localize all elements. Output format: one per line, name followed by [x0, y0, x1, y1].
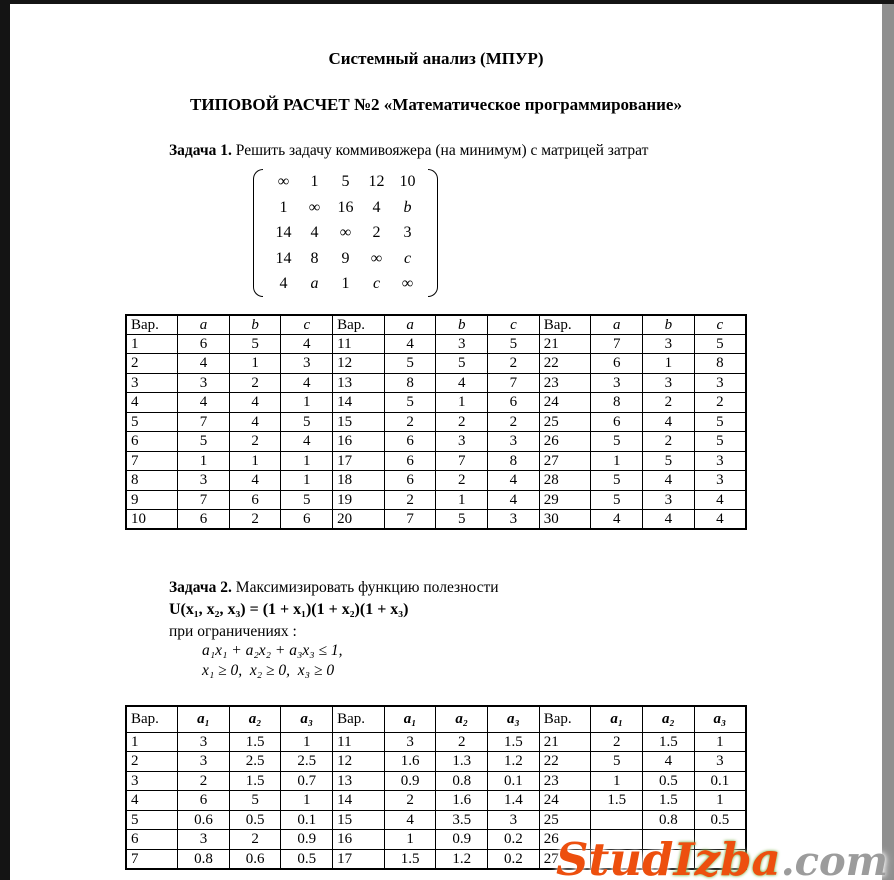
variants-row	[126, 334, 746, 354]
value-cell: 0.5	[229, 810, 281, 830]
variants-row	[126, 752, 746, 772]
variant-number-cell: 21	[539, 334, 591, 354]
variant-number-cell: 2	[126, 752, 178, 772]
matrix-cell: 16	[337, 198, 354, 216]
variant-number-cell: 18	[333, 471, 385, 491]
value-cell: 2	[384, 791, 436, 811]
variant-number-cell: 4	[126, 791, 178, 811]
value-cell: 7	[178, 490, 230, 510]
variant-number-cell: 1	[126, 334, 178, 354]
value-cell: 6	[178, 334, 230, 354]
matrix-values	[268, 169, 423, 297]
value-cell: 2	[436, 732, 488, 752]
variant-number-cell: 16	[333, 830, 385, 850]
value-cell: 6	[488, 393, 540, 413]
variant-number-cell: 22	[539, 354, 591, 374]
value-cell: 0.7	[281, 771, 333, 791]
value-cell: 0.6	[178, 810, 230, 830]
value-cell: 1.5	[591, 791, 643, 811]
value-cell: 4	[229, 412, 281, 432]
value-cell: 3	[178, 373, 230, 393]
value-cell: 5	[229, 791, 281, 811]
variant-number-cell: 10	[126, 510, 178, 530]
task2-intro-text: Максимизировать функцию полезности	[231, 579, 499, 596]
value-cell: 5	[488, 334, 540, 354]
matrix-cell: ∞	[370, 249, 383, 267]
variant-col-header: Вар.	[333, 706, 385, 732]
variant-number-cell: 27	[539, 849, 591, 869]
doc-title: Системный анализ (МПУР)	[328, 49, 544, 68]
task2-table-header-row	[126, 706, 746, 732]
variant-col-header: Вар.	[539, 706, 591, 732]
value-cell: 5	[384, 354, 436, 374]
variant-number-cell: 20	[333, 510, 385, 530]
param-col-header: b	[229, 315, 281, 335]
variant-number-cell: 1	[126, 732, 178, 752]
value-cell: 5	[384, 393, 436, 413]
value-cell: 3	[488, 432, 540, 452]
value-cell: 5	[694, 334, 746, 354]
value-cell: 0.1	[281, 810, 333, 830]
value-cell: 1	[281, 451, 333, 471]
matrix-left-paren-icon	[253, 169, 263, 297]
value-cell: 5	[694, 412, 746, 432]
value-cell: 7	[436, 451, 488, 471]
variant-number-cell: 21	[539, 732, 591, 752]
value-cell: 1	[384, 830, 436, 850]
value-cell: 5	[436, 510, 488, 530]
variant-col-header: Вар.	[333, 315, 385, 335]
value-cell: 8	[488, 451, 540, 471]
value-cell: 2	[384, 412, 436, 432]
viewer-left-edge	[0, 0, 10, 880]
value-cell: 0.8	[643, 810, 695, 830]
variant-number-cell: 26	[539, 830, 591, 850]
matrix-cell: a	[310, 275, 319, 292]
variant-number-cell: 12	[333, 354, 385, 374]
value-cell: 5	[694, 432, 746, 452]
matrix-cell: b	[403, 198, 412, 216]
value-cell: 0.1	[488, 771, 540, 791]
value-cell: 1.5	[488, 732, 540, 752]
variant-number-cell: 23	[539, 373, 591, 393]
task1-intro-text: Решить задачу коммивояжера (на минимум) с матрицей затрат	[231, 142, 649, 159]
value-cell: 3	[178, 752, 230, 772]
value-cell: 1.2	[436, 849, 488, 869]
variant-number-cell: 26	[539, 432, 591, 452]
variants-row	[126, 732, 746, 752]
matrix-cell: ∞	[277, 173, 290, 190]
matrix-cell: 8	[310, 249, 319, 267]
value-cell: 1.3	[436, 752, 488, 772]
constraints-label: при ограничениях :	[169, 623, 297, 640]
value-cell: 3	[643, 373, 695, 393]
task1-table-header-row	[126, 315, 746, 335]
value-cell: 5	[281, 412, 333, 432]
value-cell: 2	[591, 732, 643, 752]
variants-row	[126, 791, 746, 811]
param-col-header: c	[694, 315, 746, 335]
value-cell: 4	[229, 471, 281, 491]
value-cell: 2	[229, 510, 281, 530]
variant-number-cell: 6	[126, 830, 178, 850]
value-cell	[591, 810, 643, 830]
value-cell: 4	[178, 354, 230, 374]
matrix-cell: 1	[310, 173, 319, 190]
value-cell: 0.8	[178, 849, 230, 869]
value-cell: 2	[178, 771, 230, 791]
variant-number-cell: 25	[539, 412, 591, 432]
param-col-header: c	[281, 315, 333, 335]
variant-number-cell: 14	[333, 393, 385, 413]
value-cell: 3	[436, 334, 488, 354]
value-cell: 0.5	[694, 810, 746, 830]
value-cell: 4	[643, 752, 695, 772]
variant-number-cell: 9	[126, 490, 178, 510]
value-cell: 2	[436, 471, 488, 491]
value-cell: 2	[488, 354, 540, 374]
matrix-cell: 5	[341, 173, 350, 190]
document-page	[10, 4, 882, 880]
value-cell: 6	[178, 791, 230, 811]
value-cell: 6	[281, 510, 333, 530]
variant-number-cell: 3	[126, 771, 178, 791]
value-cell: 3	[178, 471, 230, 491]
param-col-header: a₁	[384, 706, 436, 732]
doc-subtitle: ТИПОВОЙ РАСЧЕТ №2 «Математическое программирование»	[190, 95, 682, 114]
value-cell: 1.5	[643, 791, 695, 811]
watermark-stud: Stud	[556, 833, 674, 880]
cost-matrix	[253, 169, 438, 297]
value-cell: 2.5	[229, 752, 281, 772]
constraint-2: x₁ ≥ 0, x₂ ≥ 0, x₃ ≥ 0	[202, 662, 335, 679]
param-col-header: a₂	[229, 706, 281, 732]
variant-number-cell: 25	[539, 810, 591, 830]
value-cell: 0.8	[436, 771, 488, 791]
param-col-header: a₁	[178, 706, 230, 732]
value-cell: 0.5	[643, 771, 695, 791]
value-cell: 6	[591, 354, 643, 374]
value-cell: 3	[178, 732, 230, 752]
value-cell: 4	[643, 412, 695, 432]
matrix-cell: 1	[341, 275, 350, 292]
value-cell: 3	[488, 510, 540, 530]
value-cell: 8	[591, 393, 643, 413]
matrix-cell: ∞	[339, 224, 352, 241]
value-cell: 3	[436, 432, 488, 452]
matrix-cell: 12	[368, 173, 385, 190]
value-cell: 4	[488, 490, 540, 510]
value-cell: 3	[694, 373, 746, 393]
value-cell: 4	[488, 471, 540, 491]
variants-row	[126, 510, 746, 530]
value-cell: 1	[643, 354, 695, 374]
value-cell: 5	[436, 354, 488, 374]
value-cell: 2	[384, 490, 436, 510]
variant-number-cell: 2	[126, 354, 178, 374]
value-cell: 6	[384, 451, 436, 471]
variant-number-cell: 5	[126, 810, 178, 830]
value-cell: 4	[436, 373, 488, 393]
value-cell: 3	[178, 830, 230, 850]
value-cell: 3	[694, 471, 746, 491]
value-cell: 1	[436, 490, 488, 510]
variant-number-cell: 7	[126, 451, 178, 471]
variants-row	[126, 432, 746, 452]
variant-col-header: Вар.	[539, 315, 591, 335]
value-cell: 1.5	[229, 732, 281, 752]
variant-number-cell: 17	[333, 451, 385, 471]
variant-number-cell: 11	[333, 732, 385, 752]
matrix-cell: 2	[372, 224, 381, 241]
value-cell: 0.9	[384, 771, 436, 791]
variant-number-cell: 13	[333, 373, 385, 393]
value-cell: 4	[643, 471, 695, 491]
variant-col-header: Вар.	[126, 315, 178, 335]
value-cell: 4	[384, 334, 436, 354]
value-cell: 2	[229, 373, 281, 393]
param-col-header: a₂	[436, 706, 488, 732]
param-col-header: a₁	[591, 706, 643, 732]
value-cell: 0.1	[694, 771, 746, 791]
param-col-header: c	[488, 315, 540, 335]
value-cell: 1	[591, 771, 643, 791]
utility-formula: U(x₁, x₂, x₃) = (1 + x₁)(1 + x₂)(1 + x₃)	[169, 601, 409, 618]
document-content	[125, 4, 747, 870]
variant-number-cell: 16	[333, 432, 385, 452]
variants-row	[126, 393, 746, 413]
matrix-cell: 9	[341, 249, 350, 267]
variants-row	[126, 490, 746, 510]
matrix-cell: 10	[399, 173, 416, 190]
value-cell: 6	[178, 510, 230, 530]
value-cell: 4	[178, 393, 230, 413]
value-cell: 5	[591, 432, 643, 452]
variants-row	[126, 373, 746, 393]
constraint-1: a₁x₁ + a₂x₂ + a₃x₃ ≤ 1,	[202, 642, 343, 659]
param-col-header: a	[384, 315, 436, 335]
value-cell: 5	[643, 451, 695, 471]
matrix-cell: ∞	[308, 198, 321, 216]
matrix-cell: 14	[275, 249, 292, 267]
value-cell: 3	[694, 752, 746, 772]
value-cell: 8	[384, 373, 436, 393]
value-cell: 2	[488, 412, 540, 432]
variant-number-cell: 17	[333, 849, 385, 869]
value-cell: 2	[643, 432, 695, 452]
value-cell: 2	[643, 393, 695, 413]
watermark-com: .com	[780, 838, 888, 880]
variant-number-cell: 11	[333, 334, 385, 354]
value-cell: 1	[281, 732, 333, 752]
variant-number-cell: 4	[126, 393, 178, 413]
value-cell: 0.9	[436, 830, 488, 850]
value-cell: 1.5	[229, 771, 281, 791]
value-cell: 1	[694, 732, 746, 752]
variant-number-cell: 3	[126, 373, 178, 393]
value-cell: 1.4	[488, 791, 540, 811]
value-cell: 5	[178, 432, 230, 452]
variants-row	[126, 354, 746, 374]
value-cell: 4	[281, 373, 333, 393]
variant-number-cell: 8	[126, 471, 178, 491]
value-cell: 0.2	[488, 849, 540, 869]
value-cell: 5	[591, 752, 643, 772]
value-cell: 1.5	[384, 849, 436, 869]
variant-number-cell: 30	[539, 510, 591, 530]
value-cell: 1	[591, 451, 643, 471]
param-col-header: b	[436, 315, 488, 335]
value-cell: 6	[591, 412, 643, 432]
value-cell: 3	[643, 334, 695, 354]
variant-number-cell: 29	[539, 490, 591, 510]
value-cell: 1.6	[384, 752, 436, 772]
matrix-cell: c	[372, 275, 381, 292]
value-cell: 4	[281, 334, 333, 354]
variant-number-cell: 7	[126, 849, 178, 869]
value-cell: 0.6	[229, 849, 281, 869]
matrix-right-paren-icon	[428, 169, 438, 297]
value-cell: 1	[281, 393, 333, 413]
variant-number-cell: 27	[539, 451, 591, 471]
variant-number-cell: 24	[539, 393, 591, 413]
value-cell: 7	[178, 412, 230, 432]
value-cell: 8	[694, 354, 746, 374]
task1-variants-table	[125, 314, 747, 531]
value-cell: 2	[436, 412, 488, 432]
variant-number-cell: 13	[333, 771, 385, 791]
value-cell: 5	[591, 490, 643, 510]
value-cell: 2	[229, 432, 281, 452]
matrix-cell: 14	[275, 224, 292, 241]
variant-number-cell: 24	[539, 791, 591, 811]
value-cell: 0.5	[281, 849, 333, 869]
value-cell: 5	[281, 490, 333, 510]
value-cell: 0.2	[488, 830, 540, 850]
variant-number-cell: 22	[539, 752, 591, 772]
task1-label: Задача 1.	[169, 142, 232, 159]
variant-number-cell: 6	[126, 432, 178, 452]
value-cell: 1	[694, 791, 746, 811]
param-col-header: a₃	[281, 706, 333, 732]
value-cell: 0.9	[281, 830, 333, 850]
matrix-cell: 1	[279, 198, 288, 216]
variants-row	[126, 451, 746, 471]
param-col-header: a₃	[694, 706, 746, 732]
variant-number-cell: 5	[126, 412, 178, 432]
task1-table-body	[126, 334, 746, 529]
variant-number-cell: 23	[539, 771, 591, 791]
value-cell: 4	[281, 432, 333, 452]
task2-label: Задача 2.	[169, 579, 232, 596]
variant-number-cell: 19	[333, 490, 385, 510]
value-cell: 3	[488, 810, 540, 830]
value-cell: 5	[229, 334, 281, 354]
param-col-header: b	[643, 315, 695, 335]
value-cell: 2	[694, 393, 746, 413]
value-cell: 4	[643, 510, 695, 530]
variants-row	[126, 771, 746, 791]
matrix-cell: 4	[310, 224, 319, 241]
value-cell: 4	[694, 490, 746, 510]
matrix-cell: ∞	[401, 275, 414, 292]
value-cell: 4	[229, 393, 281, 413]
value-cell: 1	[281, 471, 333, 491]
value-cell: 4	[694, 510, 746, 530]
value-cell: 2	[229, 830, 281, 850]
variant-col-header: Вар.	[126, 706, 178, 732]
value-cell: 5	[591, 471, 643, 491]
value-cell: 1	[229, 354, 281, 374]
variant-number-cell: 28	[539, 471, 591, 491]
value-cell: 4	[384, 810, 436, 830]
variants-row	[126, 412, 746, 432]
value-cell: 7	[488, 373, 540, 393]
value-cell: 1	[281, 791, 333, 811]
value-cell: 1	[436, 393, 488, 413]
task1-intro	[125, 142, 747, 160]
param-col-header: a	[178, 315, 230, 335]
value-cell: 1.5	[643, 732, 695, 752]
param-col-header: a	[591, 315, 643, 335]
param-col-header: a₂	[643, 706, 695, 732]
viewer-top-edge	[0, 0, 894, 4]
variant-number-cell: 15	[333, 412, 385, 432]
variant-number-cell: 14	[333, 791, 385, 811]
value-cell: 3	[384, 732, 436, 752]
value-cell: 1	[229, 451, 281, 471]
value-cell: 3	[694, 451, 746, 471]
value-cell: 6	[229, 490, 281, 510]
value-cell: 3	[591, 373, 643, 393]
matrix-cell: 4	[279, 275, 288, 292]
param-col-header: a₃	[488, 706, 540, 732]
watermark-izba: Izba	[673, 833, 781, 880]
matrix-cell: c	[403, 249, 412, 267]
value-cell: 6	[384, 432, 436, 452]
matrix-cell: 3	[403, 224, 412, 241]
value-cell: 4	[591, 510, 643, 530]
value-cell: 3	[643, 490, 695, 510]
variants-row	[126, 810, 746, 830]
value-cell: 2.5	[281, 752, 333, 772]
value-cell: 3	[281, 354, 333, 374]
value-cell: 1.2	[488, 752, 540, 772]
value-cell: 7	[384, 510, 436, 530]
variants-row	[126, 471, 746, 491]
matrix-cell: 4	[372, 198, 381, 216]
task2-intro	[125, 579, 747, 597]
value-cell: 3.5	[436, 810, 488, 830]
studizba-watermark	[556, 833, 888, 880]
variant-number-cell: 15	[333, 810, 385, 830]
value-cell: 6	[384, 471, 436, 491]
value-cell: 1.6	[436, 791, 488, 811]
value-cell: 7	[591, 334, 643, 354]
value-cell: 1	[178, 451, 230, 471]
variant-number-cell: 12	[333, 752, 385, 772]
